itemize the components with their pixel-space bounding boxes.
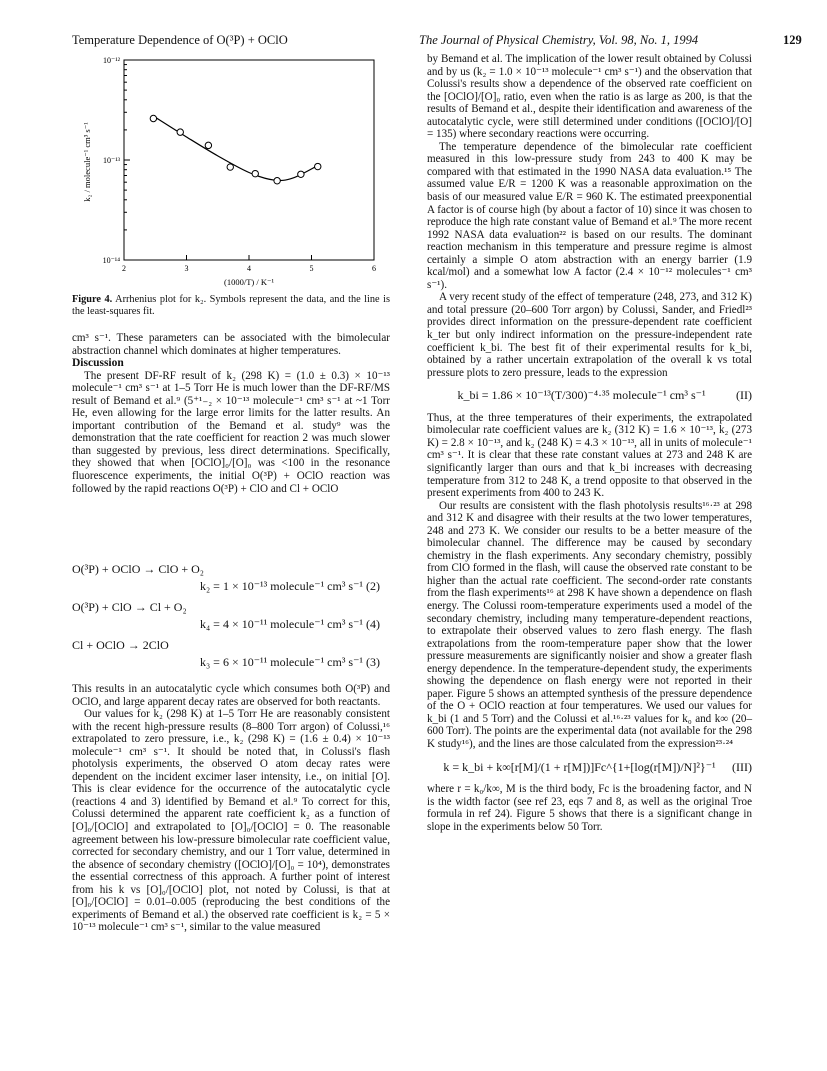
paragraph: This results in an autocatalytic cycle which consumes both O(³P) and OClO, and large apparent decay rates are observed for both reactants.	[72, 683, 390, 708]
equation-II	[427, 389, 752, 402]
data-point	[150, 115, 156, 121]
paragraph: The temperature dependence of the bimolecular rate coefficient measured in this low-pressure study from 243 to 400 K may be compared with that estimated in the 1990 NASA data evaluation.¹⁵ The assumed value E/R = 1200 K was a reasonable approximation on the basis of our measured value E/R = 960 K. The estimated preexponential A factor is of course high (by about a factor of 10) since it was chosen to reproduce the high rate constant value of Bemand et al.⁹ The more recent 1992 NASA data evaluation²² is based on our results. The dominant reaction mechanism in this temperature and pressure regime is almost certainly a simple O atom abstraction with an energy barrier (1.9 kcal/mol) and a somewhat low A factor (2.4 × 10⁻¹² molecules⁻¹ cm³ s⁻¹).	[427, 140, 752, 291]
page-number: 129	[783, 33, 802, 47]
data-point	[298, 171, 304, 177]
paragraph: by Bemand et al. The implication of the lower result obtained by Colussi and by us (k₂ = 1.0 × 10⁻¹³ molecule⁻¹ cm³ s⁻¹) and the observation that Colussi's results show a dependence of the observed rate coefficient on the [OClO]/[O]₀ ratio, even when the ratio is as large as 200, is that the results of Bemand et al., despite their identification and awareness of the autocatalytic cycle, were still determined under conditions ([OClO]/[O] = 135) where secondary reactions were occurring.	[427, 53, 752, 141]
left-column-bottom	[72, 683, 390, 934]
x-axis-label: (1000/T) / K⁻¹	[224, 277, 274, 287]
data-point	[177, 129, 183, 135]
y-tick-label: 10⁻¹²	[102, 56, 120, 65]
equation-III-body: k = k_bi + k∞[r[M]/(1 + r[M])]Fc^{1+[log(r[M])/N]²}⁻¹	[443, 759, 716, 774]
paragraph: The present DF-RF result of k₂ (298 K) = (1.0 ± 0.3) × 10⁻¹³ molecule⁻¹ cm³ s⁻¹ at 1–5 Torr He is much lower than the DF-RF/MS result of Bemand et al.⁹ (5⁺¹₋₂ × 10⁻¹³ molecule⁻¹ cm³ s⁻¹ at ~1 Torr He, even allowing for the large error limits for the latter results. An important contribution of the Bemand et al. study⁹ was the demonstration that the rate coefficient for reaction 2 was much slower than suggested by previous, less direct determinations. Specifically, they showed that when [OClO]₀/[O]₀ was <100 in the resonance fluorescence experiments, the initial O(³P) + OClO reaction was followed by the rapid reactions O(³P) + ClO and Cl + OClO	[72, 369, 390, 495]
equation-II-number: (II)	[736, 388, 752, 403]
data-point	[315, 163, 321, 169]
paragraph: Our results are consistent with the flash photolysis results¹⁶·²³ at 298 and 312 K and disagree with their results at the two lower temperatures, 248 and 273 K. We consider our results to be a better measure of the bimolecular channel. The difference may be caused by secondary chemistry in the flash experiments. Any secondary chemistry, possibly from ClO formed in the flash, will cause the observed rate constant to be higher than the actual rate coefficient. The second-order rate constants from the flash experiments¹⁶ at 298 K have shown a dependence on flash energy. The Colussi room-temperature experiments used a model of the secondary chemistry, including many temperature-dependent reactions, to extrapolate their observed values to zero flash energy. The flash extrapolations from the room-temperature paper show that the lower pressure measurements are significantly noisier and show a greater flash energy dependence. In the temperature-dependent study, the experiments showing the dependence on flash energy were not reported in their paper. Figure 5 shows an attempted synthesis of the pressure dependence of the O + OClO reaction at four temperatures. We used our values for k_bi (1 and 5 Torr) and the Colussi et al.¹⁶·²³ values for k₀ and k∞ (20–600 Torr). The points are the experimental data (not available for the 298 K study¹⁶), and the lines are those calculated from the expression²³·²⁴	[427, 499, 752, 750]
x-tick-label: 5	[309, 264, 314, 273]
plot-frame	[124, 60, 374, 260]
y-tick-label: 10⁻¹³	[102, 156, 120, 165]
caption-label: Figure 4.	[72, 294, 113, 305]
paragraph: A very recent study of the effect of temperature (248, 273, and 312 K) and total pressure (20–600 Torr argon) by Colussi, Sander, and Friedl²³ provides direct information on the pressure-dependent rate coefficient k_ter but only indirect information on the pressure-independent rate coefficient k_bi. The best fit of their experimental results for k_bi, obtained by a rather uncertain extrapolation of the overall k vs total pressure plots to zero pressure, leads to the expression	[427, 291, 752, 379]
caption-text: Arrhenius plot for k₂. Symbols represent the data, and the line is the least-squares fit.	[72, 294, 390, 317]
equation-II-body: k_bi = 1.86 × 10⁻¹³(T/300)⁻⁴·³⁵ molecule⁻¹ cm³ s⁻¹	[457, 388, 706, 403]
section-heading-discussion: Discussion	[72, 357, 124, 370]
y-axis-label: k₂ / molecule⁻¹ cm³ s⁻¹	[82, 122, 92, 202]
equation-III	[427, 761, 752, 774]
x-tick-label: 6	[372, 264, 376, 273]
figure-caption	[72, 294, 390, 318]
right-column	[427, 53, 752, 833]
figure-4-chart	[72, 52, 392, 288]
x-tick-label: 3	[184, 264, 189, 273]
y-tick-label: 10⁻¹⁴	[102, 256, 120, 265]
data-point	[205, 142, 211, 148]
reaction-3-equation: Cl + OClO → 2ClO	[72, 638, 169, 652]
paragraph: Thus, at the three temperatures of their experiments, the extrapolated bimolecular rate coefficient values are k₂ (312 K) = 1.6 × 10⁻¹³, k₂ (273 K) = 2.8 × 10⁻¹³, and k₂ (248 K) = 4.3 × 10⁻¹³, all in units of molecule⁻¹ cm³ s⁻¹. It is clear that these rate constant values at 273 and 248 K are significantly larger than ours and that k_bi increases with decreasing temperature from 312 to 248 K, a trend opposite to that observed in the present experiments from 400 to 243 K.	[427, 411, 752, 500]
reaction-2-equation: O(³P) + OClO → ClO + O₂	[72, 562, 204, 576]
left-column-top	[72, 332, 390, 495]
reaction-2-rate: k₂ = 1 × 10⁻¹³ molecule⁻¹ cm³ s⁻¹ (2)	[200, 579, 381, 593]
reaction-4-equation: O(³P) + ClO → Cl + O₂	[72, 600, 187, 614]
running-header-title: Temperature Dependence of O(³P) + OClO	[72, 33, 288, 47]
data-point	[227, 164, 233, 170]
journal-citation: The Journal of Physical Chemistry, Vol. 98, No. 1, 1994	[419, 33, 699, 47]
reaction-3-rate: k₃ = 6 × 10⁻¹¹ molecule⁻¹ cm³ s⁻¹ (3)	[200, 655, 381, 669]
paragraph: where r = k₀/k∞, M is the third body, Fc is the broadening factor, and N is the width factor (see ref 23, eqs 7 and 8, as well as the original Troe formula in ref 24). Figure 5 shows that there is a significant change in slope in the experiments below 50 Torr.	[427, 783, 752, 833]
data-point	[252, 170, 258, 176]
x-tick-label: 2	[122, 264, 126, 273]
equation-III-number: (III)	[732, 759, 752, 774]
fit-line	[153, 116, 317, 180]
data-point	[274, 178, 280, 184]
paragraph: Our values for k₂ (298 K) at 1–5 Torr He are reasonably consistent with the recent high-pressure results (8–800 Torr argon) of Colussi,¹⁶ extrapolated to zero pressure, i.e., k₂ (298 K) = (1.6 ± 0.4) × 10⁻¹³ molecule⁻¹ cm³ s⁻¹. It should be noted that, in Colussi's flash photolysis experiments, the observed O atom decay rates were dependent on the incident excimer laser intensity, i.e., on initial [O]. This is clear evidence for the occurrence of the autocatalytic cycle (reactions 4 and 3) identified by Bemand et al.⁹ To correct for this, Colussi determined the apparent rate coefficient k₂ as a function of [O]₀/[OClO] and extrapolated to [O]₀/[OClO] = 0. The reasonable agreement between his low-pressure bimolecular rate coefficient value, corrected for secondary chemistry, and our 1 Torr value, determined in the absence of secondary chemistry ([OClO]/[O]₀ = 10⁴), demonstrates the essential correctness of this approach. A further point of interest from his k vs [O]₀/[OClO] plot, not noted by Colussi, is that at [O]₀/[OClO] = 0.01–0.005 (reproducing the best conditions of the experiments of Bemand et al.) the observed rate coefficient is k₂ = 5 × 10⁻¹³ molecule⁻¹ cm³ s⁻¹, similar to the value measured	[72, 708, 390, 934]
x-tick-label: 4	[247, 264, 251, 273]
reaction-4-rate: k₄ = 4 × 10⁻¹¹ molecule⁻¹ cm³ s⁻¹ (4)	[200, 617, 381, 631]
paragraph: cm³ s⁻¹. These parameters can be associated with the bimolecular abstraction channel which dominates at higher temperatures.	[72, 332, 390, 357]
